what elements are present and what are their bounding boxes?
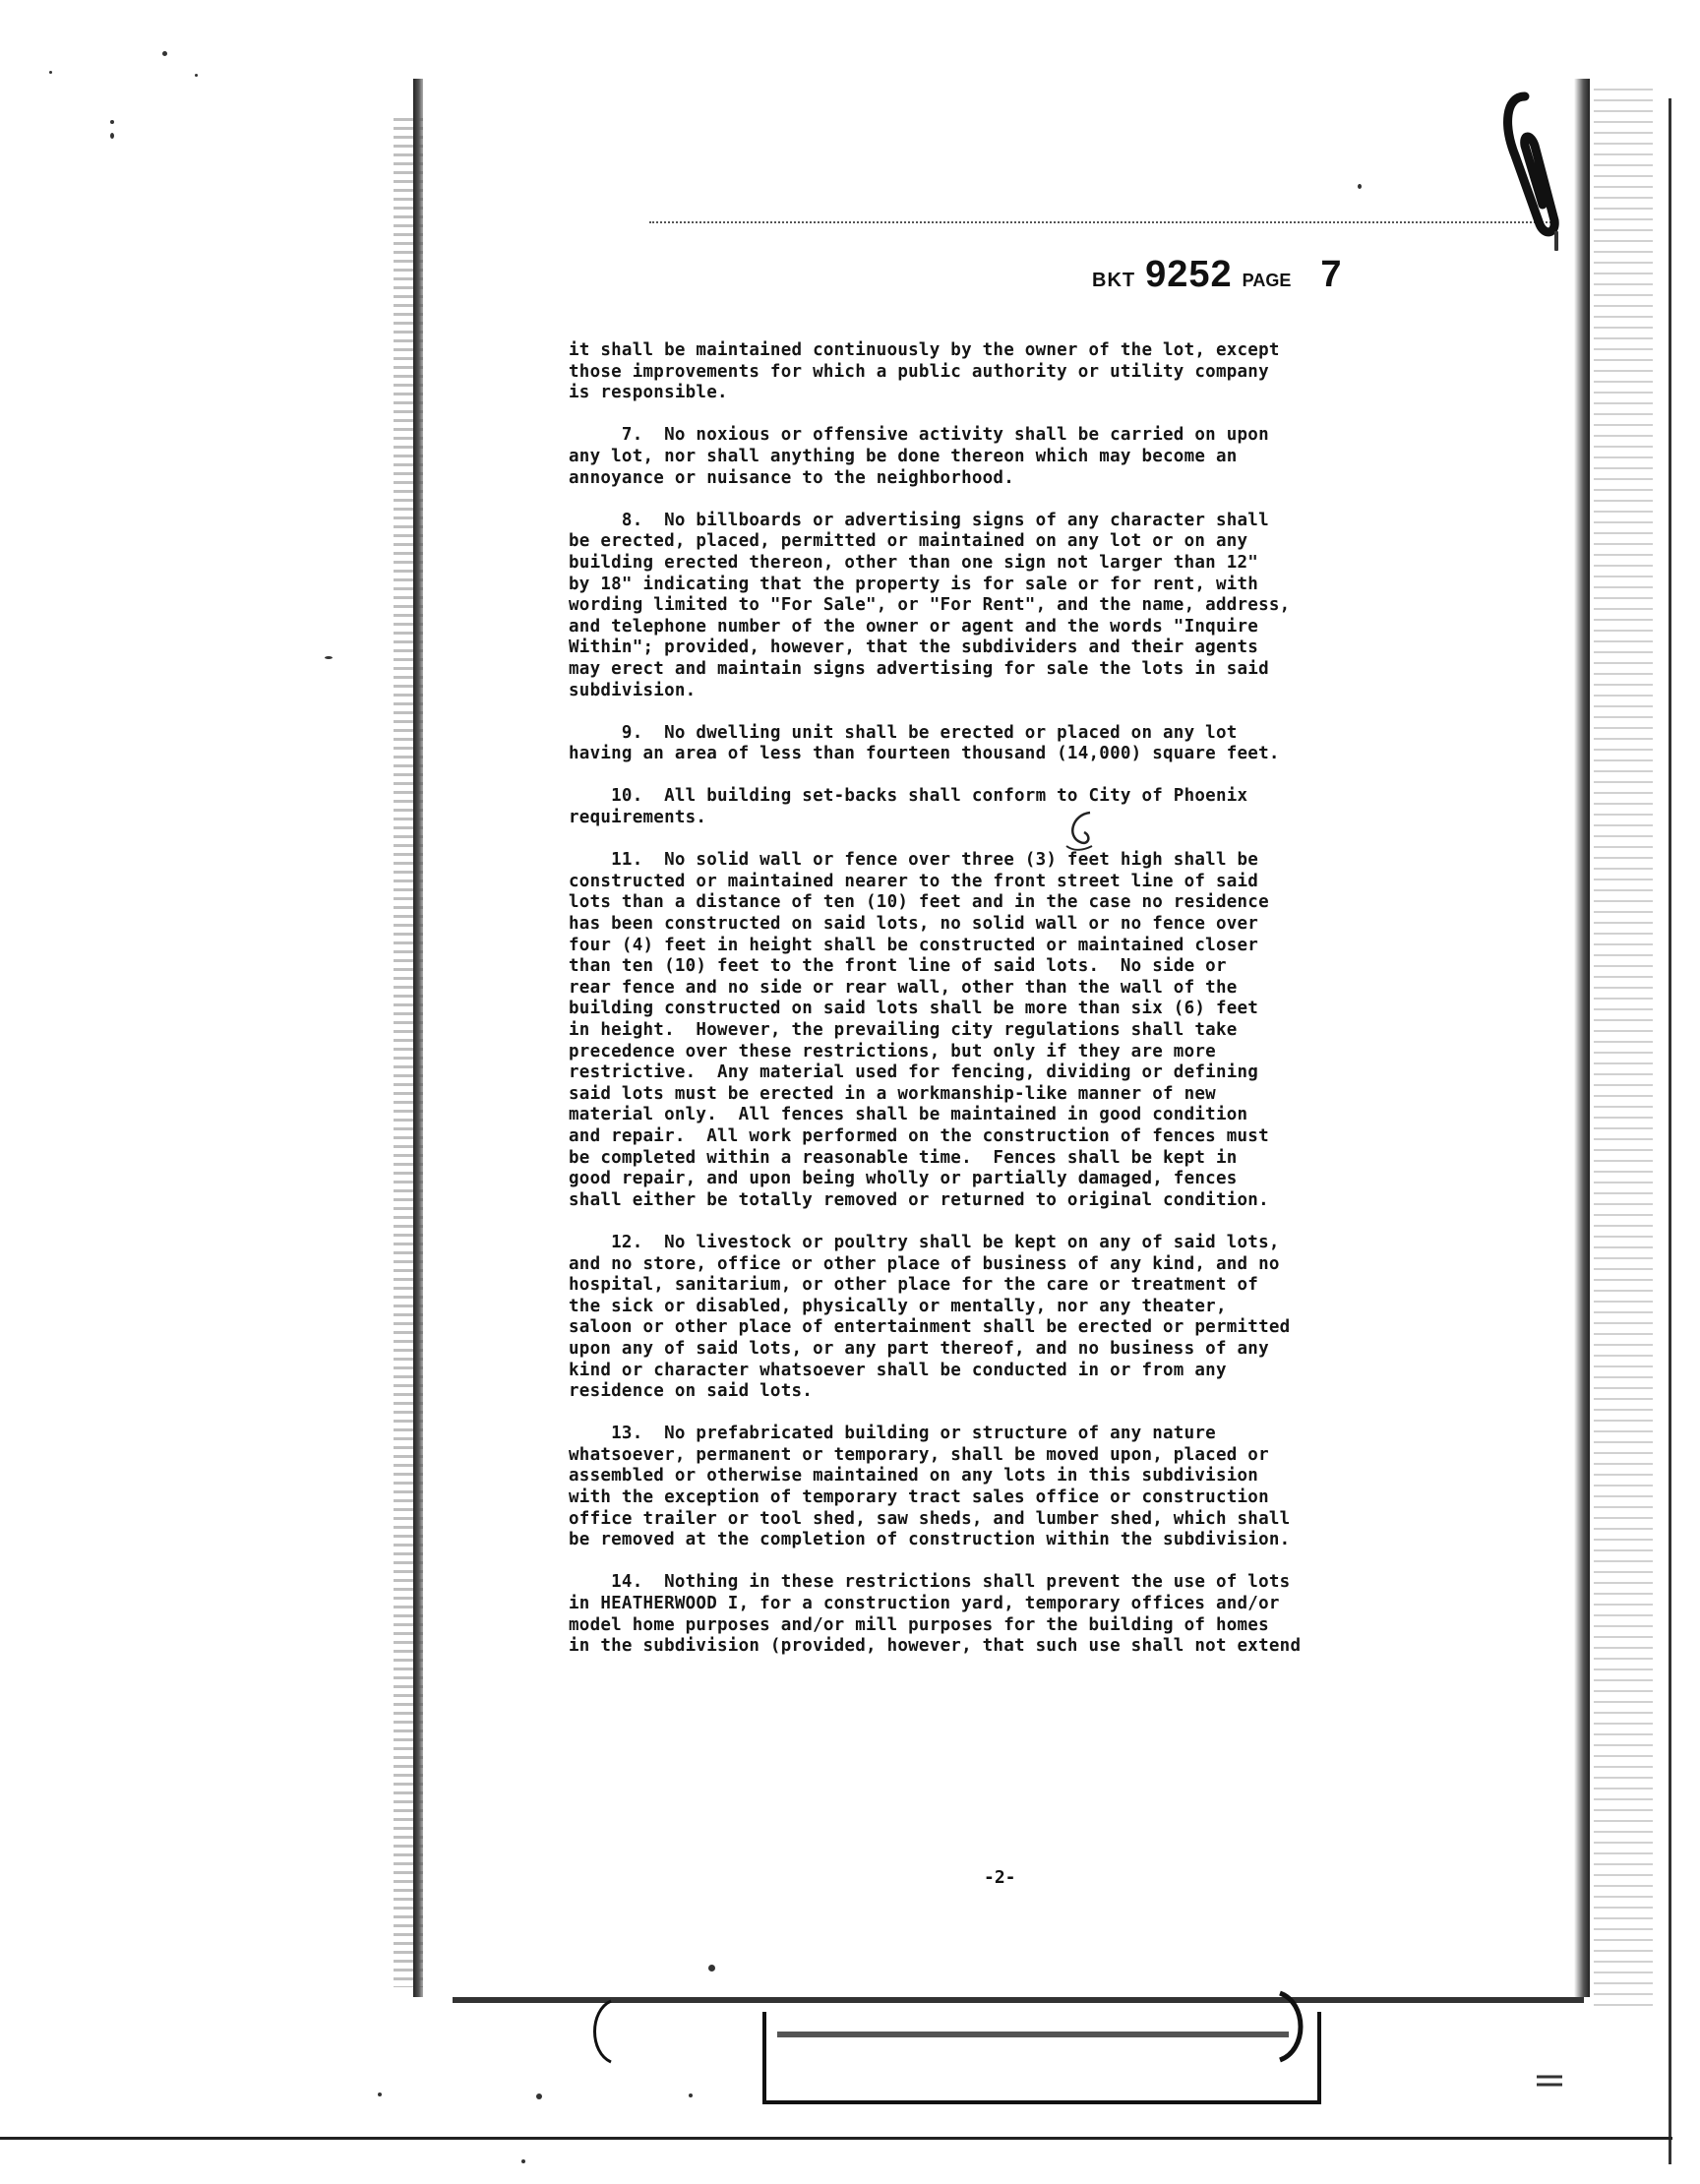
text-line: building constructed on said lots shall be more than six (6) feet xyxy=(569,999,1259,1019)
text-line: rear fence and no side or rear wall, other than the wall of the xyxy=(569,977,1238,998)
text-line: kind or character whatsoever shall be conducted in or from any xyxy=(569,1360,1227,1380)
page-edge-bottom xyxy=(453,1997,1584,2003)
document-paragraph xyxy=(569,850,1484,1211)
scan-speck xyxy=(162,51,167,56)
text-line: residence on said lots. xyxy=(569,1381,814,1402)
text-line: by 18" indicating that the property is for sale or for rent, with xyxy=(569,574,1259,594)
text-line: restrictive. Any material used for fencing, dividing or defining xyxy=(569,1062,1259,1083)
book-page-reference xyxy=(1092,254,1341,301)
text-line: be completed within a reasonable time. Fences shall be kept in xyxy=(569,1147,1238,1168)
scan-edge-noise-right xyxy=(1594,89,1653,2007)
text-line: 12. No livestock or poultry shall be kept on any of said lots, xyxy=(569,1232,1280,1252)
document-paragraph xyxy=(569,511,1484,701)
document-paragraph xyxy=(569,786,1484,828)
scan-speck xyxy=(110,133,114,139)
text-line: good repair, and upon being wholly or partially damaged, fences xyxy=(569,1169,1238,1189)
scan-speck xyxy=(110,120,114,124)
paperclip-icon xyxy=(1495,87,1564,244)
scan-speck xyxy=(708,1965,715,1972)
text-line: saloon or other place of entertainment shall be erected or permitted xyxy=(569,1317,1291,1338)
scan-speck xyxy=(378,2093,382,2096)
document-paragraph xyxy=(569,1424,1484,1551)
text-line: than ten (10) feet to the front line of said lots. No side or xyxy=(569,956,1227,977)
text-line: annoyance or nuisance to the neighborhood. xyxy=(569,467,1015,488)
scan-speck xyxy=(689,2093,693,2097)
page-prefix: PAGE xyxy=(1242,271,1292,290)
text-line: hospital, sanitarium, or other place for the care or treatment of xyxy=(569,1275,1259,1296)
text-line: the sick or disabled, physically or mentally, nor any theater, xyxy=(569,1296,1227,1316)
text-line: said lots must be erected in a workmanship-like manner of new xyxy=(569,1083,1216,1104)
scan-speck xyxy=(521,2159,525,2163)
text-line: and no store, office or other place of business of any kind, and no xyxy=(569,1253,1280,1274)
scan-speck xyxy=(195,74,198,77)
text-line: with the exception of temporary tract sales office or construction xyxy=(569,1487,1269,1508)
text-line: in height. However, the prevailing city regulations shall take xyxy=(569,1020,1238,1040)
text-line: in the subdivision (provided, however, that such use shall not extend xyxy=(569,1636,1302,1657)
scan-speck xyxy=(1358,184,1362,189)
text-line: precedence over these restrictions, but only if they are more xyxy=(569,1041,1216,1062)
binder-clip-bar xyxy=(777,2032,1289,2037)
text-line: wording limited to "For Sale", or "For Rent", and the name, address, xyxy=(569,595,1291,616)
text-line: be erected, placed, permitted or maintained on any lot or on any xyxy=(569,531,1248,552)
text-line: in HEATHERWOOD I, for a construction yard, temporary offices and/or xyxy=(569,1594,1280,1614)
text-line: be removed at the completion of construction within the subdivision. xyxy=(569,1530,1291,1550)
text-line: has been constructed on said lots, no solid wall or no fence over xyxy=(569,914,1259,935)
text-line: four (4) feet in height shall be constructed or maintained closer xyxy=(569,935,1259,955)
scan-speck xyxy=(49,71,52,74)
binder-clip xyxy=(762,2012,1321,2104)
document-body xyxy=(569,340,1484,1678)
text-line: any lot, nor shall anything be done thereon which may become an xyxy=(569,446,1238,466)
text-line: 11. No solid wall or fence over three (3) feet high shall be xyxy=(569,850,1259,871)
scan-bottom-line xyxy=(0,2137,1672,2140)
text-line: 8. No billboards or advertising signs of any character shall xyxy=(569,510,1269,530)
text-line: requirements. xyxy=(569,808,707,828)
text-line: 9. No dwelling unit shall be erected or placed on any lot xyxy=(569,722,1238,743)
document-paragraph xyxy=(569,340,1484,404)
text-line: Within"; provided, however, that the subdividers and their agents xyxy=(569,637,1259,658)
text-line: building erected thereon, other than one sign not larger than 12" xyxy=(569,552,1259,573)
text-line: 7. No noxious or offensive activity shall be carried on upon xyxy=(569,425,1269,446)
text-line: constructed or maintained nearer to the front street line of said xyxy=(569,871,1259,891)
text-line: 10. All building set-backs shall conform to City of Phoenix xyxy=(569,786,1248,807)
scan-edge-far-right xyxy=(1669,98,1671,2164)
document-paragraph xyxy=(569,1233,1484,1403)
text-line: is responsible. xyxy=(569,383,728,403)
text-line: material only. All fences shall be maintained in good condition xyxy=(569,1105,1248,1125)
equals-mark xyxy=(1535,2071,1564,2091)
scan-speck xyxy=(536,2093,542,2099)
bracket-left-mark xyxy=(585,1997,615,2066)
text-line: model home purposes and/or mill purposes for the building of homes xyxy=(569,1614,1269,1635)
text-line: 14. Nothing in these restrictions shall prevent the use of lots xyxy=(569,1572,1291,1593)
text-line: whatsoever, permanent or temporary, shall be moved upon, placed or xyxy=(569,1444,1269,1465)
text-line: having an area of less than fourteen thousand (14,000) square feet. xyxy=(569,744,1280,764)
book-number: 9252 xyxy=(1145,254,1233,295)
document-paragraph xyxy=(569,1572,1484,1657)
text-line: upon any of said lots, or any part thereof, and no business of any xyxy=(569,1338,1269,1359)
page-edge-right xyxy=(1574,79,1590,1997)
text-line: lots than a distance of ten (10) feet and in the case no residence xyxy=(569,892,1269,913)
text-line: 13. No prefabricated building or structure of any nature xyxy=(569,1424,1216,1444)
text-line: shall either be totally removed or returned to original condition. xyxy=(569,1189,1269,1210)
text-line: and telephone number of the owner or agent and the words "Inquire xyxy=(569,616,1259,637)
document-paragraph xyxy=(569,425,1484,489)
document-paragraph xyxy=(569,723,1484,765)
text-line: it shall be maintained continuously by the owner of the lot, except xyxy=(569,340,1280,360)
book-prefix: BKT xyxy=(1092,270,1136,291)
text-line: those improvements for which a public authority or utility company xyxy=(569,361,1269,382)
text-line: office trailer or tool shed, saw sheds, and lumber shed, which shall xyxy=(569,1508,1291,1529)
bracket-right-mark xyxy=(1274,1987,1313,2066)
scan-speck xyxy=(325,656,333,659)
text-line: may erect and maintain signs advertising for sale the lots in said xyxy=(569,658,1269,679)
text-line: assembled or otherwise maintained on any lots in this subdivision xyxy=(569,1466,1259,1486)
page-number: 7 xyxy=(1320,254,1342,295)
scan-speck xyxy=(1554,231,1558,251)
page-footer-label: -2- xyxy=(984,1867,1016,1888)
text-line: and repair. All work performed on the construction of fences must xyxy=(569,1125,1269,1146)
text-line: subdivision. xyxy=(569,680,697,700)
header-dotted-rule xyxy=(649,221,1554,223)
